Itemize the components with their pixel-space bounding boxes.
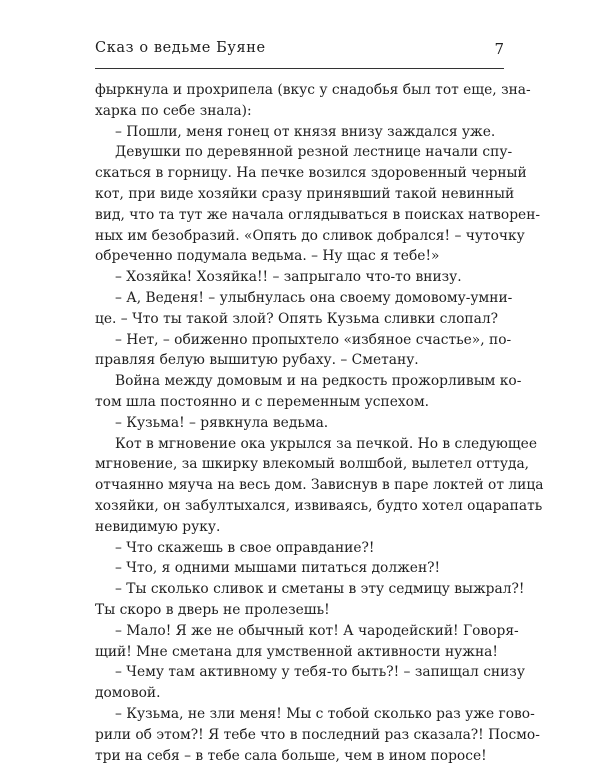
text-line: – Ты сколько сливок и сметаны в эту седмицу выжрал?! xyxy=(95,579,504,600)
text-line: обреченно подумала ведьма. – Ну щас я тебе!» xyxy=(95,246,504,267)
running-header xyxy=(95,40,504,66)
text-line: хозяйки, он забултыхался, извиваясь, будто хотел оцарапать xyxy=(95,496,504,517)
text-line: – Что скажешь в свое оправдание?! xyxy=(95,538,504,559)
text-line: це. – Что ты такой злой? Опять Кузьма сливки слопал? xyxy=(95,309,504,330)
text-line: – Мало! Я же не обычный кот! А чародейский! Говоря- xyxy=(95,621,504,642)
text-line: харка по себе знала): xyxy=(95,101,504,122)
text-line: три на себя – в тебе сала больше, чем в ином поросе! xyxy=(95,746,504,766)
text-line: – Пошли, меня гонец от князя внизу заждался уже. xyxy=(95,122,504,143)
text-line: мгновение, за шкирку влекомый волшбой, вылетел оттуда, xyxy=(95,454,504,475)
text-line: – Кузьма, не зли меня! Мы с тобой сколько раз уже гово- xyxy=(95,704,504,725)
text-line: ных им безобразий. «Опять до сливок добрался! – чуточку xyxy=(95,226,504,247)
page-number: 7 xyxy=(494,40,504,58)
text-line: рили об этом?! Я тебе что в последний раз сказала?! Посмо- xyxy=(95,725,504,746)
text-line: Кот в мгновение ока укрылся за печкой. Но в следующее xyxy=(95,434,504,455)
text-line: том шла постоянно и с переменным успехом. xyxy=(95,392,504,413)
text-line: вид, что та тут же начала оглядываться в поисках натворен- xyxy=(95,205,504,226)
text-line: – Нет, – обиженно пропыхтело «избяное счастье», по- xyxy=(95,330,504,351)
text-line: – А, Веденя! – улыбнулась она своему домовому-умни- xyxy=(95,288,504,309)
text-line: домовой. xyxy=(95,683,504,704)
text-line: отчаянно мяуча на весь дом. Зависнув в паре локтей от лица xyxy=(95,475,504,496)
text-line: кот, при виде хозяйки сразу принявший такой невинный xyxy=(95,184,504,205)
text-line: правляя белую вышитую рубаху. – Сметану. xyxy=(95,350,504,371)
text-line: щий! Мне сметана для умственной активности нужна! xyxy=(95,642,504,663)
text-line: невидимую руку. xyxy=(95,517,504,538)
text-line: скаться в горницу. На печке возился здоровенный черный xyxy=(95,163,504,184)
text-line: – Что, я одними мышами питаться должен?! xyxy=(95,558,504,579)
text-line: Ты скоро в дверь не пролезешь! xyxy=(95,600,504,621)
text-line: Война между домовым и на редкость прожорливым ко- xyxy=(95,371,504,392)
text-line: – Кузьма! – рявкнула ведьма. xyxy=(95,413,504,434)
running-title: Сказ о ведьме Буяне xyxy=(95,40,266,56)
text-line: фыркнула и прохрипела (вкус у снадобья был тот еще, зна- xyxy=(95,80,504,101)
text-line: – Чему там активному у тебя-то быть?! – запищал снизу xyxy=(95,662,504,683)
text-line: – Хозяйка! Хозяйка!! – запрыгало что-то внизу. xyxy=(95,267,504,288)
body-text xyxy=(95,80,504,766)
header-rule xyxy=(95,68,504,69)
text-line: Девушки по деревянной резной лестнице начали спу- xyxy=(95,142,504,163)
